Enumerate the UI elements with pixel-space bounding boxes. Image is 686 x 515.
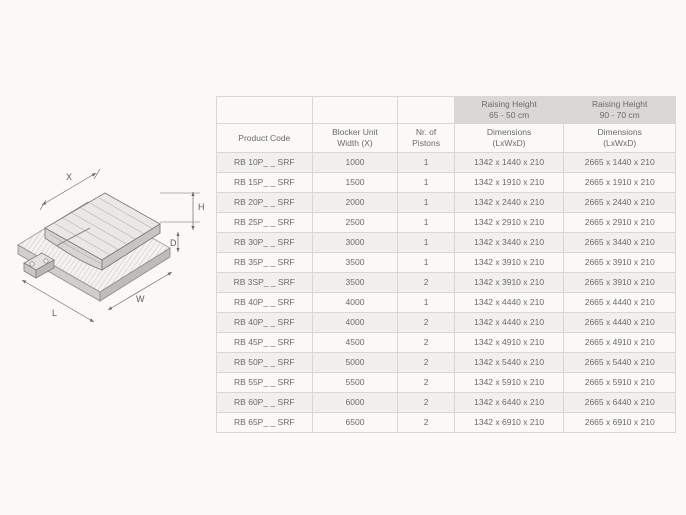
cell-nr-of-pistons: 1 [398,213,454,233]
cell-nr-of-pistons: 2 [398,333,454,353]
product-specification-table [216,96,676,433]
cell-blocker-unit-width: 4000 [312,293,398,313]
cell-blocker-unit-width: 2500 [312,213,398,233]
cell-nr-of-pistons: 2 [398,353,454,373]
table-row [217,413,676,433]
cell-product-code: RB 60P_ _ SRF [217,393,313,413]
table-row [217,273,676,293]
cell-product-code: RB 50P_ _ SRF [217,353,313,373]
dimension-h [160,192,205,230]
cell-product-code: RB 40P_ _ SRF [217,293,313,313]
cell-blocker-unit-width: 2000 [312,193,398,213]
cell-dimensions-65-50: 1342 x 2910 x 210 [454,213,564,233]
table-row [217,333,676,353]
cell-blocker-unit-width: 5500 [312,373,398,393]
column-header-line1: Blocker Unit [332,127,378,137]
cell-dimensions-65-50: 1342 x 1440 x 210 [454,153,564,173]
column-header-line1: Nr. of [415,127,437,137]
column-header-dimensions-65-50 [454,124,564,153]
table-row [217,253,676,273]
cell-nr-of-pistons: 2 [398,273,454,293]
cell-dimensions-65-50: 1342 x 5910 x 210 [454,373,564,393]
cell-nr-of-pistons: 2 [398,393,454,413]
group-header-spacer [312,97,398,124]
group-header-spacer [217,97,313,124]
cell-product-code: RB 15P_ _ SRF [217,173,313,193]
group-header-spacer [398,97,454,124]
column-header-nr-of-pistons [398,124,454,153]
cell-dimensions-65-50: 1342 x 1910 x 210 [454,173,564,193]
cell-dimensions-90-70: 2665 x 5440 x 210 [564,353,676,373]
svg-text:H: H [198,202,205,212]
cell-dimensions-90-70: 2665 x 6910 x 210 [564,413,676,433]
svg-text:W: W [136,294,145,304]
group-header-line2: 65 - 50 cm [489,110,530,120]
table-row [217,373,676,393]
product-diagram [10,150,215,365]
cell-dimensions-90-70: 2665 x 4440 x 210 [564,293,676,313]
cell-dimensions-90-70: 2665 x 3440 x 210 [564,233,676,253]
group-header-raising-height-90-70 [564,97,676,124]
table-row [217,293,676,313]
group-header-line1: Raising Height [592,99,648,109]
group-header-line1: Raising Height [481,99,537,109]
cell-nr-of-pistons: 1 [398,293,454,313]
column-header-line1: Product Code [238,132,291,143]
svg-text:D: D [170,238,177,248]
cell-dimensions-90-70: 2665 x 4910 x 210 [564,333,676,353]
cell-product-code: RB 30P_ _ SRF [217,233,313,253]
column-header-line2: Width (X) [337,138,373,148]
cell-nr-of-pistons: 1 [398,153,454,173]
cell-product-code: RB 3SP_ _ SRF [217,273,313,293]
cell-dimensions-90-70: 2665 x 1910 x 210 [564,173,676,193]
cell-product-code: RB 25P_ _ SRF [217,213,313,233]
table-row [217,313,676,333]
cell-dimensions-90-70: 2665 x 2910 x 210 [564,213,676,233]
cell-product-code: RB 65P_ _ SRF [217,413,313,433]
column-header-line2: (LxWxD) [492,138,526,148]
cell-blocker-unit-width: 4000 [312,313,398,333]
column-header-row [217,124,676,153]
cell-product-code: RB 10P_ _ SRF [217,153,313,173]
cell-nr-of-pistons: 1 [398,233,454,253]
cell-dimensions-65-50: 1342 x 6440 x 210 [454,393,564,413]
column-header-dimensions-90-70 [564,124,676,153]
column-header-line2: Pistons [412,138,441,148]
cell-blocker-unit-width: 6500 [312,413,398,433]
cell-dimensions-90-70: 2665 x 5910 x 210 [564,373,676,393]
cell-blocker-unit-width: 3500 [312,273,398,293]
cell-nr-of-pistons: 2 [398,313,454,333]
svg-text:X: X [66,172,73,182]
column-header-line1: Dimensions [597,127,642,137]
cell-dimensions-90-70: 2665 x 1440 x 210 [564,153,676,173]
cell-dimensions-65-50: 1342 x 5440 x 210 [454,353,564,373]
cell-product-code: RB 40P_ _ SRF [217,313,313,333]
svg-text:L: L [52,308,58,318]
group-header-raising-height-65-50 [454,97,564,124]
cell-blocker-unit-width: 1500 [312,173,398,193]
table-row [217,233,676,253]
cell-blocker-unit-width: 6000 [312,393,398,413]
column-header-line2: (LxWxD) [603,138,637,148]
cell-dimensions-65-50: 1342 x 4440 x 210 [454,313,564,333]
cell-product-code: RB 55P_ _ SRF [217,373,313,393]
table-row [217,213,676,233]
column-header-line1: Dimensions [486,127,532,137]
cell-product-code: RB 45P_ _ SRF [217,333,313,353]
cell-dimensions-65-50: 1342 x 3440 x 210 [454,233,564,253]
table-row [217,153,676,173]
cell-dimensions-65-50: 1342 x 2440 x 210 [454,193,564,213]
cell-blocker-unit-width: 4500 [312,333,398,353]
cell-dimensions-90-70: 2665 x 6440 x 210 [564,393,676,413]
cell-nr-of-pistons: 1 [398,173,454,193]
cell-dimensions-90-70: 2665 x 4440 x 210 [564,313,676,333]
group-header-line2: 90 - 70 cm [599,110,640,120]
cell-dimensions-65-50: 1342 x 3910 x 210 [454,273,564,293]
table-row [217,393,676,413]
column-header-product-code [217,124,313,153]
cell-blocker-unit-width: 3500 [312,253,398,273]
cell-blocker-unit-width: 1000 [312,153,398,173]
cell-product-code: RB 35P_ _ SRF [217,253,313,273]
table-row [217,173,676,193]
cell-dimensions-90-70: 2665 x 3910 x 210 [564,273,676,293]
cell-dimensions-65-50: 1342 x 4440 x 210 [454,293,564,313]
cell-dimensions-65-50: 1342 x 4910 x 210 [454,333,564,353]
cell-dimensions-90-70: 2665 x 2440 x 210 [564,193,676,213]
cell-dimensions-65-50: 1342 x 3910 x 210 [454,253,564,273]
dimension-d [170,232,178,252]
cell-nr-of-pistons: 2 [398,413,454,433]
cell-nr-of-pistons: 1 [398,253,454,273]
cell-dimensions-90-70: 2665 x 3910 x 210 [564,253,676,273]
column-header-blocker-unit-width [312,124,398,153]
table-row [217,193,676,213]
group-header-row [217,97,676,124]
cell-blocker-unit-width: 3000 [312,233,398,253]
table-row [217,353,676,373]
cell-nr-of-pistons: 2 [398,373,454,393]
cell-blocker-unit-width: 5000 [312,353,398,373]
cell-product-code: RB 20P_ _ SRF [217,193,313,213]
cell-nr-of-pistons: 1 [398,193,454,213]
cell-dimensions-65-50: 1342 x 6910 x 210 [454,413,564,433]
